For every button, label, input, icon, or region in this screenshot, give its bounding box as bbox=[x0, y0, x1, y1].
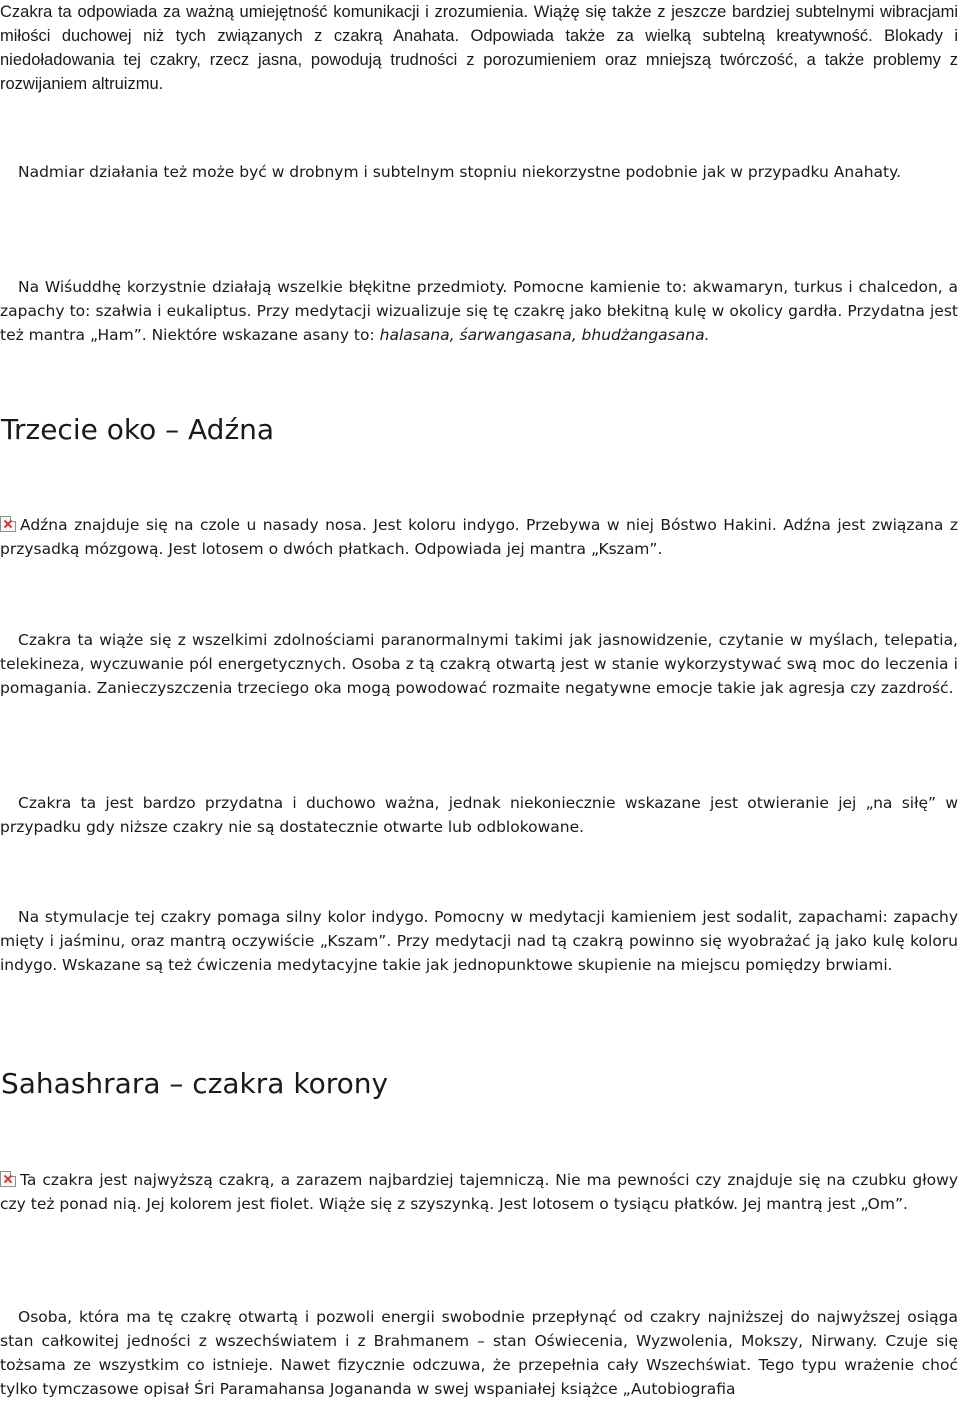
heading-sahasrara: Sahashrara – czakra korony bbox=[1, 1067, 389, 1100]
paragraph-vishuddha-communication: Czakra ta odpowiada za ważną umiejętność komunikacji i zrozumienia. Wiążę się także z jeszcze bardziej subtelnymi wibracjami miłości duchowej niż tych związanych z czakrą Anahata. Odpowiada także za wielką subtelną kreatywność. Blokady i niedoładowania tej czakry, rzecz jasna, powodują trudności z porozumieniem oraz mniejszą twórczość, a także problemy z rozwijaniem altruizmu. bbox=[0, 3, 958, 93]
vishuddha-asanas: halasana, śarwangasana, bhudżangasana. bbox=[379, 326, 710, 344]
sahasrara-description-text: Ta czakra jest najwyższą czakrą, a zarazem najbardziej tajemniczą. Nie ma pewności czy znajduje się na czubku głowy czy też ponad nią. Jej kolorem jest fiolet. Wiąże się z szyszynką. Jest lotosem o tysiącu płatków. Jej mantrą jest „Om”. bbox=[0, 1171, 958, 1213]
paragraph-sahasrara-description bbox=[0, 1168, 958, 1216]
heading-ajna: Trzecie oko – Adźna bbox=[1, 413, 275, 446]
paragraph-vishuddha-aids bbox=[0, 275, 958, 347]
vishuddha-aids-text: Na Wiśuddhę korzystnie działają wszelkie błękitne przedmioty. Pomocne kamienie to: akwamaryn, turkus i chalcedon, a zapachy to: szałwia i eukaliptus. Przy medytacji wizualizuje się tę czakrę jako błekitną kulę w okolicy gardła. Przydatna jest też mantra „Ham”. Niektóre wskazane asany to: bbox=[0, 278, 958, 344]
ajna-location-text: Adźna znajduje się na czole u nasady nosa. Jest koloru indygo. Przebywa w niej Bóstwo Hakini. Adźna jest związana z przysadką mózgową. Jest lotosem o dwóch płatkach. Odpowiada jej mantra „Kszam”. bbox=[0, 516, 958, 558]
paragraph-ajna-caution: Czakra ta jest bardzo przydatna i duchowo ważna, jednak niekoniecznie wskazane jest otwieranie jej „na siłę” w przypadku gdy niższe czakry nie są dostatecznie otwarte lub odblokowane. bbox=[0, 794, 958, 836]
paragraph-sahasrara-enlightenment: Osoba, która ma tę czakrę otwartą i pozwoli energii swobodnie przepłynąć od czakry najniższej do najwyższej osiąga stan całkowitej jedności z wszechświatem i z Brahmanem – stan Oświecenia, Wyzwolenia, Mokszy, Nirwany. Czuje się tożsama ze wszystkim co istnieje. Nawet fizycznie odczuwa, że przepełnia cały Wszechświat. Tego typu wrażenie choć tylko tymczasowe opisał Śri Paramahansa Jogananda w swej wspaniałej książce „Autobiografia bbox=[0, 1308, 958, 1398]
broken-image-icon bbox=[0, 1171, 16, 1187]
broken-image-icon bbox=[0, 516, 16, 532]
paragraph-ajna-stimulation: Na stymulacje tej czakry pomaga silny kolor indygo. Pomocny w medytacji kamieniem jest sodalit, zapachami: zapachy mięty i jaśminu, oraz mantrą oczywiście „Kszam”. Przy medytacji nad tą czakrą powinno się wyobrażać ją jako kulę koloru indygo. Wskazane są też ćwiczenia medytacyjne takie jak jednopunktowe skupienie na miejscu pomiędzy brwiami. bbox=[0, 908, 958, 974]
paragraph-vishuddha-excess: Nadmiar działania też może być w drobnym i subtelnym stopniu niekorzystne podobnie jak w przypadku Anahaty. bbox=[18, 163, 902, 181]
paragraph-ajna-location bbox=[0, 513, 958, 561]
paragraph-ajna-abilities: Czakra ta wiąże się z wszelkimi zdolnościami paranormalnymi takimi jak jasnowidzenie, czytanie w myślach, telepatia, telekineza, wyczuwanie pól energetycznych. Osoba z tą czakrą otwartą jest w stanie wykorzystywać swą moc do leczenia i pomagania. Zanieczyszczenia trzeciego oka mogą powodować rozmaite negatywne emocje takie jak agresja czy zazdrość. bbox=[0, 631, 958, 697]
